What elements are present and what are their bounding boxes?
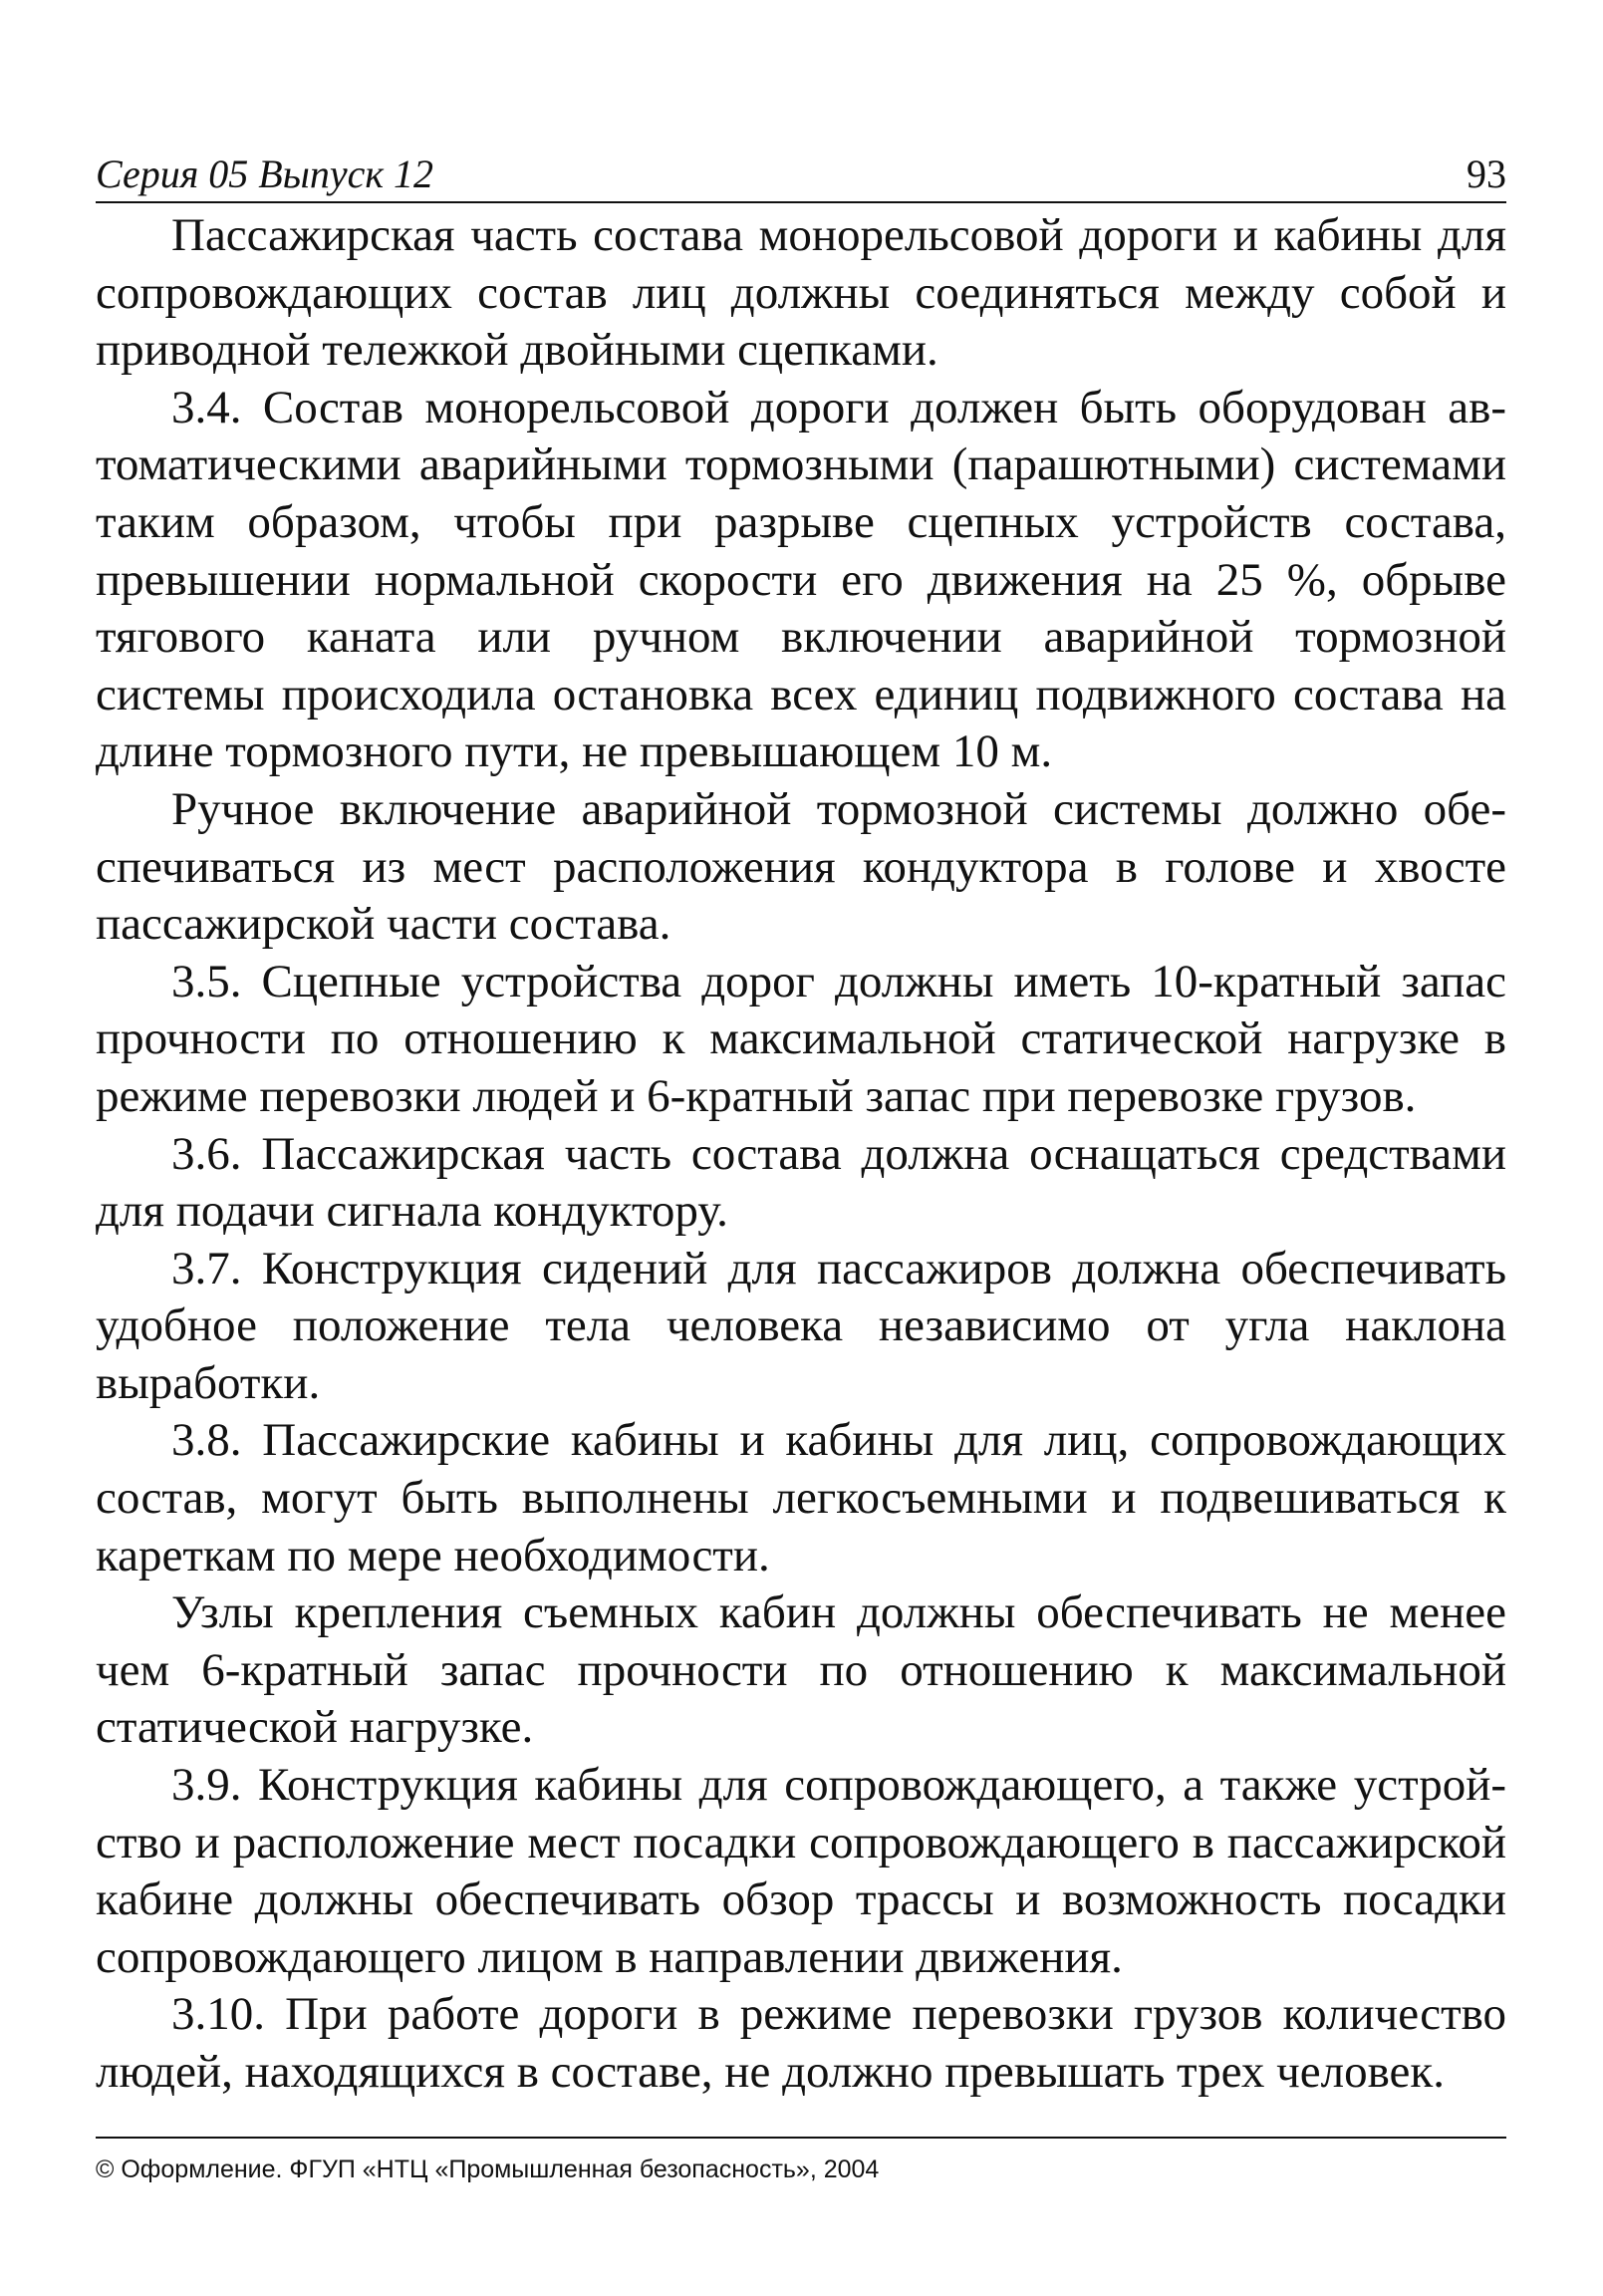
paragraph: 3.4. Состав монорельсовой дороги должен быть оборудован автоматическими аварийными тормозными (парашютными) системами таким образом, чтобы при разрыве сцепных устройств состава, превышении нормальной скорости его движения на 25 %, обрыве тягового каната или ручном включении аварийной тормозной системы происходила остановка всех единиц подвижного состава на длине тормозного пути, не превышающем 10 м. xyxy=(96,381,1506,778)
running-header xyxy=(96,149,1506,203)
paragraph: 3.5. Сцепные устройства дорог должны иметь 10-кратный запас прочности по отношению к максимальной статической нагрузке в режиме перевозки людей и 6-кратный запас при перевозке грузов. xyxy=(96,955,1506,1122)
paragraph: 3.8. Пассажирские кабины и кабины для лиц, сопровождающих состав, могут быть выполнены легкосъемными и подвешиваться к кареткам по мере необходимости. xyxy=(96,1414,1506,1581)
paragraph: Пассажирская часть состава монорельсовой дороги и кабины для сопровождающих состав лиц должны соединяться между собой и приводной тележкой двойными сцепками. xyxy=(96,209,1506,377)
page-number: 93 xyxy=(1467,151,1506,196)
paragraph: 3.6. Пассажирская часть состава должна оснащаться средствами для подачи сигнала кондуктору. xyxy=(96,1127,1506,1238)
copyright-notice: © Оформление. ФГУП «НТЦ «Промышленная безопасность», 2004 xyxy=(96,2155,880,2183)
paragraph: Узлы крепления съемных кабин должны обеспечивать не менее чем 6-кратный запас прочности по отношению к максимальной статической нагрузке. xyxy=(96,1586,1506,1754)
page-footer xyxy=(96,2137,1506,2184)
series-title: Серия 05 Выпуск 12 xyxy=(96,151,434,196)
paragraph: 3.10. При работе дороги в режиме перевозки грузов количество людей, находящихся в составе, не должно превышать трех человек. xyxy=(96,1988,1506,2098)
paragraph: 3.9. Конструкция кабины для сопровождающего, а также устройство и расположение мест посадки сопровождающего в пассажирской кабине должны обеспечивать обзор трассы и возможность посадки сопровождающего лицом в направлении движения. xyxy=(96,1759,1506,1983)
body-text xyxy=(96,207,1506,2102)
paragraph: Ручное включение аварийной тормозной системы должно обеспечиваться из мест расположения кондуктора в голове и хвосте пассажирской части состава. xyxy=(96,782,1506,951)
paragraph: 3.7. Конструкция сидений для пассажиров должна обеспечивать удобное положение тела человека независимо от угла наклона выработки. xyxy=(96,1242,1506,1409)
